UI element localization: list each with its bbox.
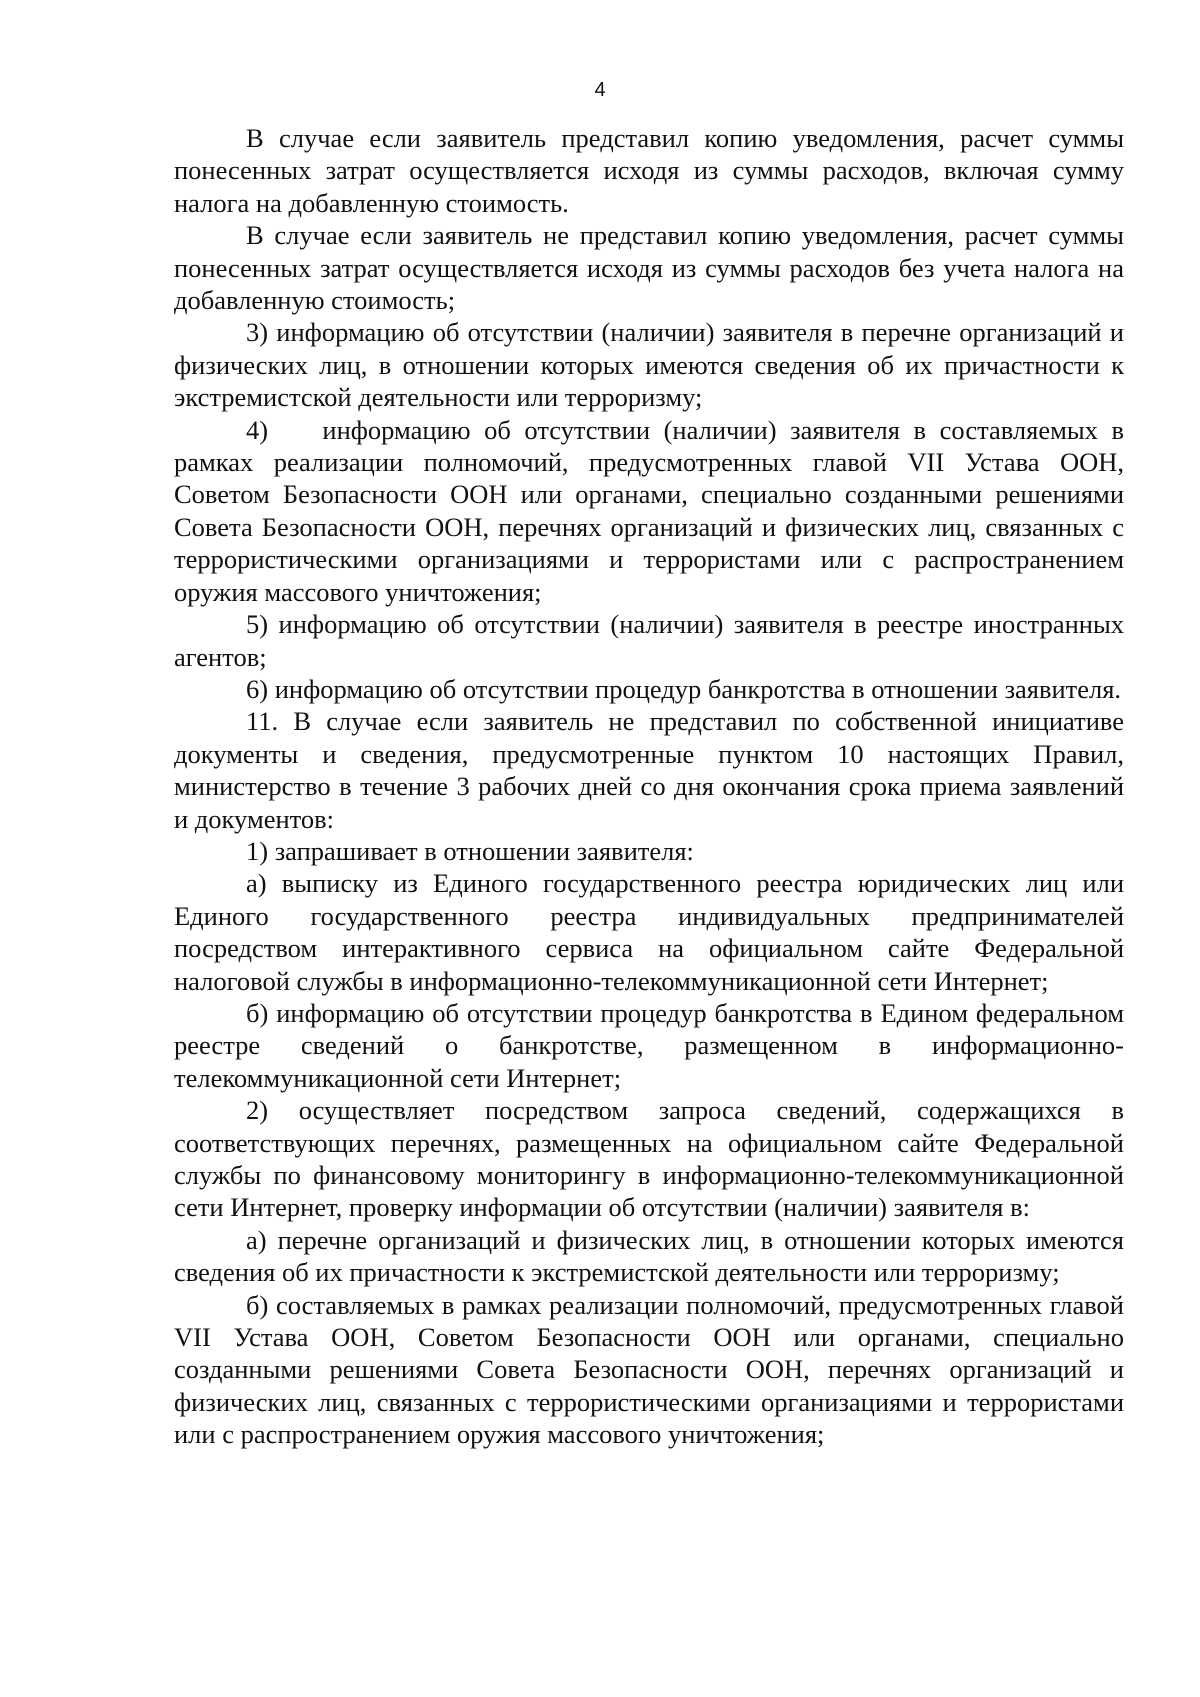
paragraph-item-11-2: 2) осуществляет посредством запроса сведений, содержащихся в соответствующих перечнях, размещенных на официальном сайте Федеральной службы по финансовому мониторингу в информационно-телекоммуникационной сети Интернет, проверку информации об отсутствии (наличии) заявителя в: [174,1095,1124,1223]
paragraph-item-6: 6) информацию об отсутствии процедур банкротства в отношении заявителя. [246,673,1122,704]
document-body [174,122,1131,1451]
paragraph-item-11-1-b: б) информацию об отсутствии процедур банкротства в Едином федеральном реестре сведений о банкротстве, размещенном в информационно-телекоммуникационной сети Интернет; [174,997,1124,1093]
paragraph-item-11-2-a: а) перечне организаций и физических лиц, в отношении которых имеются сведения об их причастности к экстремистской деятельности или терроризму; [174,1224,1124,1288]
paragraph-section-11: 11. В случае если заявитель не представил по собственной инициативе документы и сведения, предусмотренные пунктом 10 настоящих Правил, министерство в течение 3 рабочих дней со дня окончания срока приема заявлений и документов: [174,706,1124,834]
paragraph-vat-excluded: В случае если заявитель не представил копию уведомления, расчет суммы понесенных затрат осуществляется исходя из суммы расходов без учета налога на добавленную стоимость; [174,220,1124,316]
paragraph-vat-included: В случае если заявитель представил копию уведомления, расчет суммы понесенных затрат осуществляется исходя из суммы расходов, включая сумму налога на добавленную стоимость. [174,123,1124,218]
paragraph-item-5: 5) информацию об отсутствии (наличии) заявителя в реестре иностранных агентов; [174,609,1124,672]
page-number: 4 [594,79,606,101]
paragraph-item-3: 3) информацию об отсутствии (наличии) заявителя в перечне организаций и физических лиц, в отношении которых имеются сведения об их причастности к экстремистской деятельности или терроризму; [174,317,1124,413]
paragraph-item-11-1: 1) запрашивает в отношении заявителя: [246,835,694,866]
paragraph-item-11-1-a: а) выписку из Единого государственного реестра юридических лиц или Единого государственного реестра индивидуальных предпринимателей посредством интерактивного сервиса на официальном сайте Федеральной налоговой службы в информационно-телекоммуникационной сети Интернет; [174,868,1124,996]
paragraph-item-4: 4) информацию об отсутствии (наличии) заявителя в составляемых в рамках реализации полномочий, предусмотренных главой VII Устава ООН, Советом Безопасности ООН или органами, специально созданными решениями Совета Безопасности ООН, перечнях организаций и физических лиц, связанных с террористическими организациями и террористами или с распространением оружия массового уничтожения; [174,414,1131,607]
paragraph-item-11-2-b: б) составляемых в рамках реализации полномочий, предусмотренных главой VII Устава ООН, Советом Безопасности ООН или органами, специально созданными решениями Совета Безопасности ООН, перечнях организаций и физических лиц, связанных с террористическими организациями и террористами или с распространением оружия массового уничтожения; [174,1289,1124,1450]
